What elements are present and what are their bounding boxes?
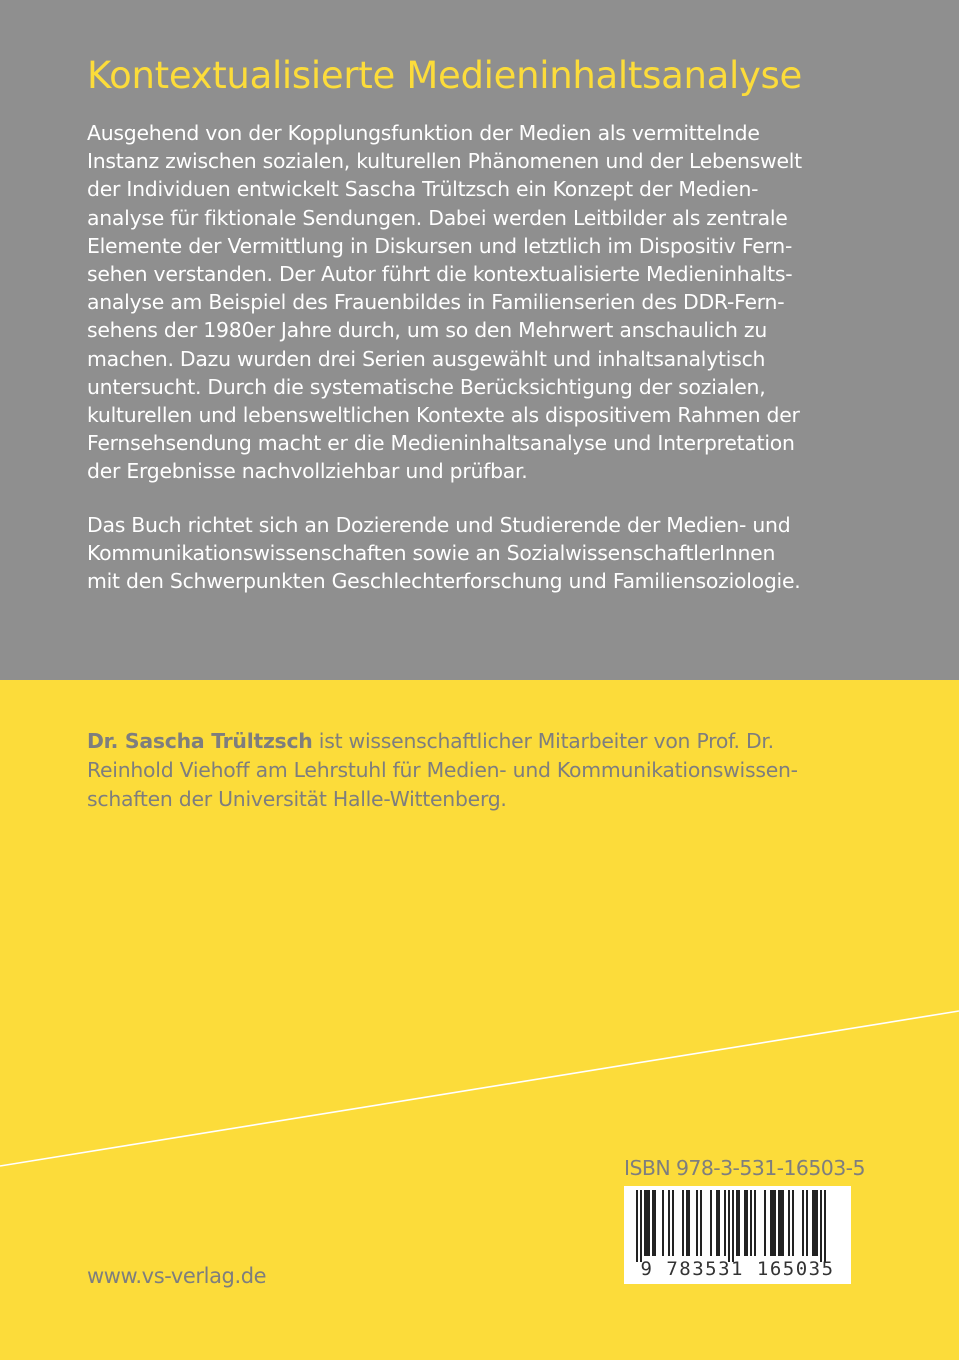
- barcode-bar: [736, 1190, 738, 1256]
- barcode-bar: [738, 1190, 740, 1256]
- text-line: Das Buch richtet sich an Dozierende und Studierende der Medien- und: [87, 513, 791, 537]
- text-line: Ausgehend von der Kopplungsfunktion der Medien als vermittelnde: [87, 121, 760, 145]
- barcode-bar: [812, 1190, 814, 1256]
- text-line: der Ergebnisse nachvollziehbar und prüfbar.: [87, 459, 528, 484]
- bio-line: Reinhold Viehoff am Lehrstuhl für Medien- und Kommunikationswissen-: [87, 758, 798, 782]
- barcode-bar: [820, 1190, 822, 1262]
- barcode-bar: [780, 1190, 782, 1256]
- barcode-bar: [686, 1190, 688, 1256]
- text-line: sehens der 1980er Jahre durch, um so den Mehrwert anschaulich zu: [87, 318, 768, 343]
- text-line: Elemente der Vermittlung in Diskursen und letztlich im Dispositiv Fern-: [87, 233, 793, 258]
- barcode-bar: [814, 1190, 816, 1256]
- bio-text: ist wissenschaftlicher Mitarbeiter von Prof. Dr.: [312, 729, 774, 753]
- barcode-bar: [764, 1190, 766, 1256]
- isbn-text: ISBN 978-3-531-16503-5: [624, 1156, 865, 1180]
- barcode-bar: [824, 1190, 826, 1262]
- barcode-bar: [732, 1190, 734, 1262]
- barcode-bar: [728, 1190, 730, 1262]
- barcode-bar: [682, 1190, 684, 1256]
- bio-line: [87, 727, 798, 756]
- barcode-bar: [788, 1190, 790, 1256]
- barcode-bar: [772, 1190, 774, 1256]
- barcode-bar: [716, 1190, 718, 1256]
- barcode-bar: [662, 1190, 664, 1256]
- publisher-website: www.vs-verlag.de: [87, 1264, 267, 1288]
- text-line: untersucht. Durch die systematische Berücksichtigung der sozialen,: [87, 374, 766, 399]
- text-line: Fernsehsendung macht er die Medieninhaltsanalyse und Interpretation: [87, 431, 795, 456]
- barcode-digits: 9 783531 165035: [640, 1258, 835, 1280]
- barcode-bar: [644, 1190, 646, 1256]
- barcode-bar: [750, 1190, 752, 1256]
- text-line: analyse am Beispiel des Frauenbildes in Familienserien des DDR-Fern-: [87, 290, 785, 315]
- barcode-bar: [672, 1190, 674, 1256]
- barcode-bar: [718, 1190, 720, 1256]
- barcode-bar: [646, 1190, 648, 1256]
- text-line: analyse für fiktionale Sendungen. Dabei werden Leitbilder als zentrale: [87, 205, 788, 230]
- author-bio: [87, 727, 798, 814]
- text-line: sehen verstanden. Der Autor führt die kontextualisierte Medieninhalts-: [87, 262, 793, 287]
- barcode-bar: [724, 1190, 726, 1256]
- barcode-bar: [744, 1190, 746, 1256]
- barcode-bar: [648, 1190, 650, 1256]
- barcode-bar: [696, 1190, 698, 1256]
- text-line: der Individuen entwickelt Sascha Trültzsch ein Konzept der Medien-: [87, 177, 759, 202]
- book-title: Kontextualisierte Medieninhaltsanalyse: [87, 54, 802, 97]
- barcode-bar: [636, 1190, 638, 1262]
- barcode-bar: [792, 1190, 794, 1256]
- barcode-bar: [700, 1190, 702, 1256]
- barcode-bar: [778, 1190, 780, 1256]
- text-line: Instanz zwischen sozialen, kulturellen Phänomenen und der Lebenswelt: [87, 149, 802, 174]
- barcode-bar: [668, 1190, 670, 1256]
- bio-line: schaften der Universität Halle-Wittenberg.: [87, 787, 507, 811]
- barcode-bar: [746, 1190, 748, 1256]
- barcode: [624, 1186, 851, 1284]
- barcode-bar: [754, 1190, 756, 1256]
- barcode-bar: [688, 1190, 690, 1256]
- text-line: kulturellen und lebensweltlichen Kontexte als dispositivem Rahmen der: [87, 403, 800, 428]
- text-line: machen. Dazu wurden drei Serien ausgewählt und inhaltsanalytisch: [87, 346, 766, 371]
- barcode-bar: [782, 1190, 784, 1256]
- barcode-bar: [806, 1190, 808, 1256]
- barcode-bar: [640, 1190, 642, 1262]
- barcode-bar: [816, 1190, 818, 1256]
- barcode-bar: [774, 1190, 776, 1256]
- barcode-bar: [770, 1190, 772, 1256]
- barcode-bar: [654, 1190, 656, 1256]
- barcode-bar: [802, 1190, 804, 1256]
- barcode-bar: [710, 1190, 712, 1256]
- text-line: mit den Schwerpunkten Geschlechterforschung und Familiensoziologie.: [87, 569, 801, 594]
- author-name: Dr. Sascha Trültzsch: [87, 729, 313, 753]
- barcode-bar: [652, 1190, 654, 1256]
- text-line: Kommunikationswissenschaften sowie an SozialwissenschaftlerInnen: [87, 541, 776, 566]
